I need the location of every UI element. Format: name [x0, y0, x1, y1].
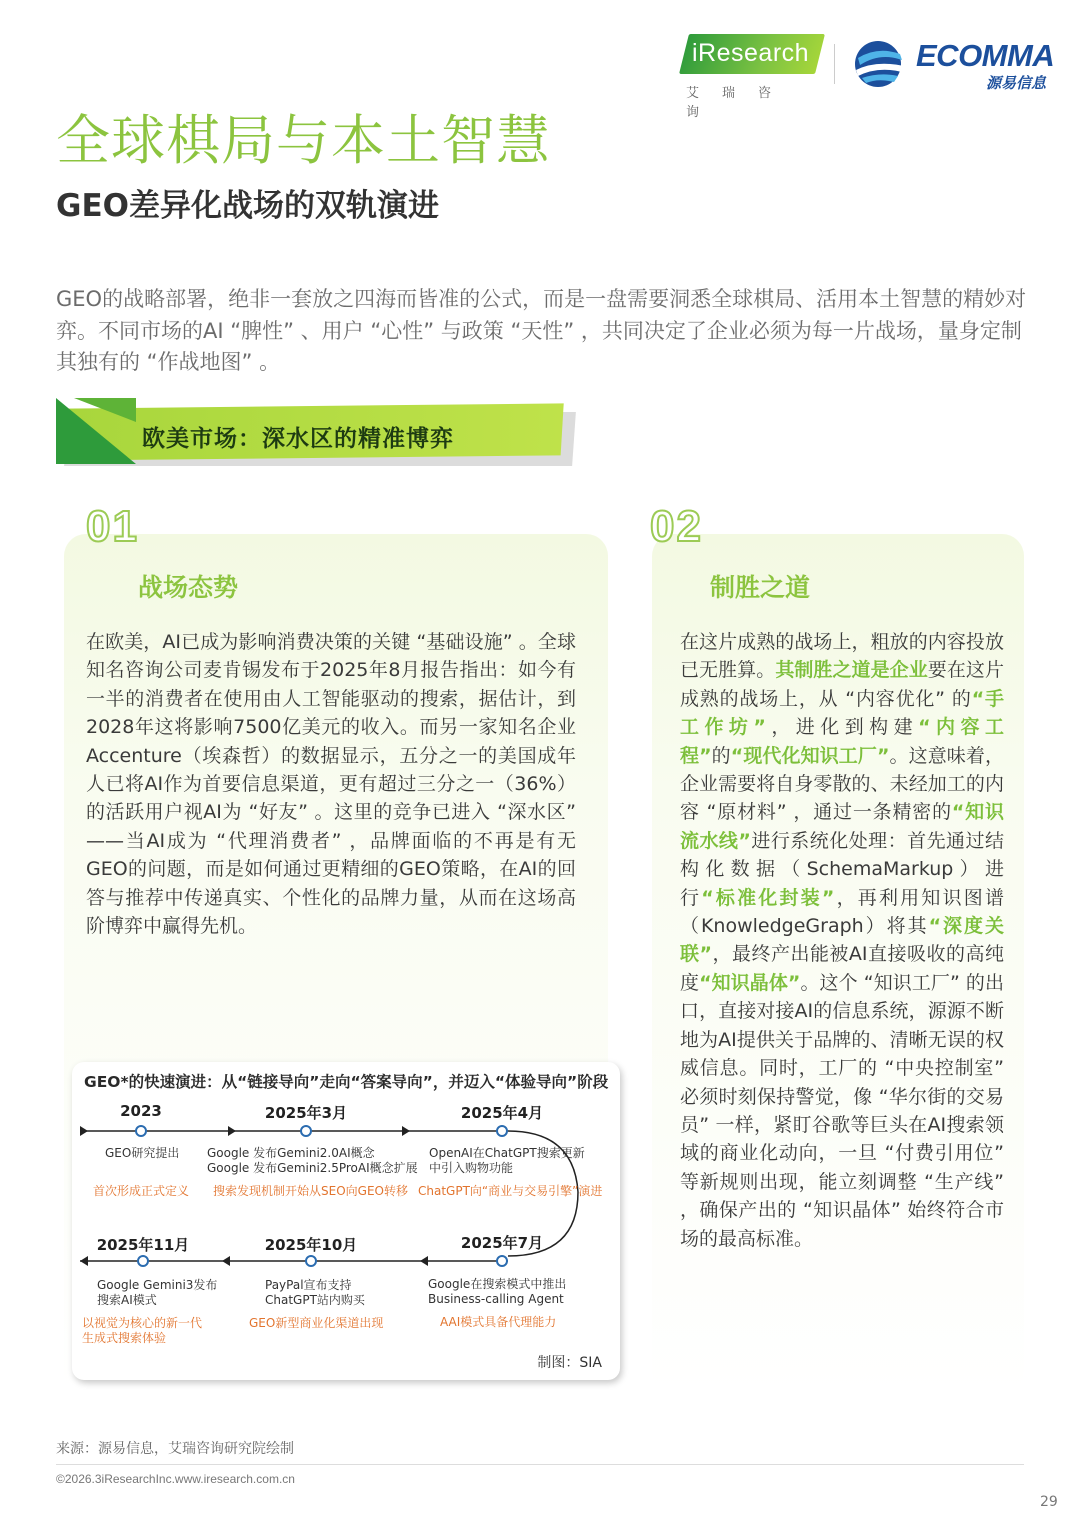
milestone-desc: ChatGPT站内购买: [265, 1293, 365, 1307]
milestone-desc: OpenAI在ChatGPT搜索更新: [429, 1146, 585, 1160]
footer-divider: [56, 1464, 1024, 1465]
ecomma-logo-text: ECOMMA: [916, 38, 1055, 73]
logo-divider: [834, 44, 835, 84]
card-heading-battlefield: 战场态势: [138, 573, 239, 602]
card-number-02: 02: [650, 502, 703, 551]
milestone-desc: PayPal宣布支持: [265, 1278, 352, 1292]
card-number-01: 01: [86, 502, 139, 551]
milestone-note: 搜索发现机制开始从SEO向GEO转移: [213, 1184, 408, 1198]
milestone-node: [306, 1256, 316, 1266]
highlight-phrase: “内容工程”: [680, 716, 1004, 767]
card-body-battlefield: 在欧美，AI已成为影响消费决策的关键 “基础设施” 。全球知名咨询公司麦肯锡发布于2025年8月报告指出：如今有一半的消费者在使用由人工智能驱动的搜索，据估计，到2028年这将影响7500亿美元的收入。而另一家知名企业Accenture（埃森哲）的数据显示，五分之一的美国成年人已将AI作为首要信息渠道，更有超过三分之一（36%）的活跃用户视AI为 “好友” 。这里的竞争已进入 “深水区” ——当AI成为 “代理消费者” ，品牌面临的不再是有无GEO的问题，而是如何通过更精细的GEO策略，在AI的回答与推荐中传递真实、个性化的品牌力量，从而在这场高阶博弈中赢得先机。: [86, 631, 576, 938]
ecomma-logo-cn: 源易信息: [986, 74, 1047, 92]
highlight-phrase: “深度关联”: [680, 915, 1004, 966]
highlight-phrase: “现代化知识工厂”: [730, 744, 890, 767]
banner-accent-light: [74, 398, 136, 422]
milestone-desc: Google 发布Gemini2.5ProAI概念扩展: [207, 1161, 418, 1175]
text-segment: 在这片成熟的战场上，粗放的内容投放已无胜算。: [680, 631, 1004, 682]
milestone-node: [138, 1256, 148, 1266]
milestone-2025-03: [256, 1102, 356, 1123]
arrow-icon: [80, 1256, 88, 1266]
milestone-date: 2025年4月: [460, 1104, 544, 1122]
page-title: 全球棋局与本土智慧: [56, 109, 551, 172]
highlight-phrase: 其制胜之道是企业: [775, 659, 928, 682]
ecomma-globe-icon: [852, 38, 908, 90]
milestone-desc: Google 发布Gemini2.0AI概念: [207, 1146, 375, 1160]
intro-paragraph: GEO的战略部署，绝非一套放之四海而皆准的公式，而是一盘需要洞悉全球棋局、活用本土智慧的精妙对弈。不同市场的AI “脾性” 、用户 “心性” 与政策 “天性” ，共同决定了企业必须为每一片战场，量身定制其独有的 “作战地图” 。: [56, 287, 1027, 374]
milestone-note: 首次形成正式定义: [93, 1184, 190, 1198]
copyright: ©2026.3iResearchInc.www.iresearch.com.cn: [56, 1472, 295, 1486]
milestone-date: 2025年10月: [264, 1236, 358, 1254]
milestone-2025-07: [452, 1232, 552, 1253]
page-number: 29: [1040, 1494, 1058, 1510]
timeline-figure: [72, 1062, 620, 1380]
highlight-phrase: “知识流水线”: [680, 801, 1004, 852]
page-subtitle: GEO差异化战场的双轨演进: [56, 188, 439, 224]
milestone-desc: 搜索AI模式: [97, 1293, 157, 1307]
card-body-strategy: [680, 628, 1004, 1253]
milestone-date: 2023: [120, 1102, 162, 1120]
text-segment: ，最终产出能被AI直接吸收的高纯度: [680, 943, 1004, 994]
highlight-phrase: “手工作坊”: [680, 687, 1004, 739]
arrow-icon: [420, 1256, 428, 1266]
milestone-date: 2025年7月: [460, 1234, 544, 1252]
milestone-2023: [101, 1102, 181, 1120]
milestone-date: 2025年11月: [96, 1236, 190, 1254]
text-segment: 进行系统化处理：首先通过结构化数据（SchemaMarkup）进行: [680, 829, 1004, 909]
milestone-desc: Google Gemini3发布: [97, 1278, 218, 1292]
arrow-icon: [222, 1256, 230, 1266]
ecomma-logo: [852, 36, 1057, 94]
section-banner: [56, 398, 576, 470]
card-heading-strategy: 制胜之道: [710, 573, 811, 602]
milestone-node: [136, 1126, 146, 1136]
source-note: 来源：源易信息，艾瑞咨询研究院绘制: [56, 1441, 294, 1457]
milestone-date: 2025年3月: [264, 1104, 348, 1122]
arrow-icon: [80, 1126, 88, 1136]
milestone-desc: Business-calling Agent: [428, 1292, 564, 1306]
milestone-desc: GEO研究提出: [105, 1146, 180, 1160]
milestone-note: 以视觉为核心的新一代: [82, 1316, 203, 1330]
milestone-note: 生成式搜索体验: [82, 1331, 167, 1345]
milestone-desc: 中引入购物功能: [429, 1161, 514, 1175]
text-segment: 要在这片成熟的战场上，从 “内容优化” 的: [680, 659, 1004, 710]
iresearch-logo: [684, 34, 820, 120]
text-segment: 的: [711, 744, 731, 767]
milestone-note: ChatGPT向“商业与交易引擎”演进: [418, 1184, 603, 1198]
arrow-icon: [402, 1126, 410, 1136]
milestone-node: [497, 1256, 507, 1266]
highlight-phrase: “标准化封装”: [701, 886, 835, 909]
milestone-note: AAI模式具备代理能力: [440, 1315, 557, 1329]
milestone-2025-10: [261, 1234, 361, 1255]
iresearch-logo-text: iResearch: [692, 39, 810, 67]
milestone-2025-11: [93, 1234, 193, 1255]
highlight-phrase: “知识晶体”: [699, 971, 801, 994]
milestone-note: GEO新型商业化渠道出现: [249, 1316, 384, 1330]
text-segment: 。这意味着，企业需要将自身零散的、未经加工的内容 “原材料” ，通过一条精密的: [680, 744, 1004, 824]
timeline-credit: 制图：SIA: [537, 1355, 602, 1371]
text-segment: 。这个 “知识工厂” 的出口，直接对接AI的信息系统，源源不断地为AI提供关于品牌的、清晰无误的权威信息。同时，工厂的 “中央控制室” 必须时刻保持警觉，像 “华尔街的交易员” 一样，紧盯谷歌等巨头在AI搜索领域的商业化动向，一旦 “付费引用位” 等新规则出现，能立刻调整 “生产线” ，确保产出的 “知识晶体” 始终符合市场的最高标准。: [680, 971, 1004, 1250]
text-segment: ，进化到构建: [765, 716, 919, 739]
milestone-node: [301, 1126, 311, 1136]
text-segment: ，再利用知识图谱（KnowledgeGraph）将其: [680, 886, 1004, 938]
timeline-title: GEO*的快速演进：从“链接导向”走向“答案导向”，并迈入“体验导向”阶段: [84, 1073, 609, 1091]
arrow-icon: [228, 1126, 236, 1136]
milestone-node: [497, 1126, 507, 1136]
milestone-desc: Google在搜索模式中推出: [428, 1277, 567, 1291]
iresearch-logo-cn: 艾瑞咨询: [686, 86, 795, 120]
milestone-2025-04: [452, 1102, 552, 1123]
banner-title: 欧美市场：深水区的精准博弈: [142, 426, 454, 452]
